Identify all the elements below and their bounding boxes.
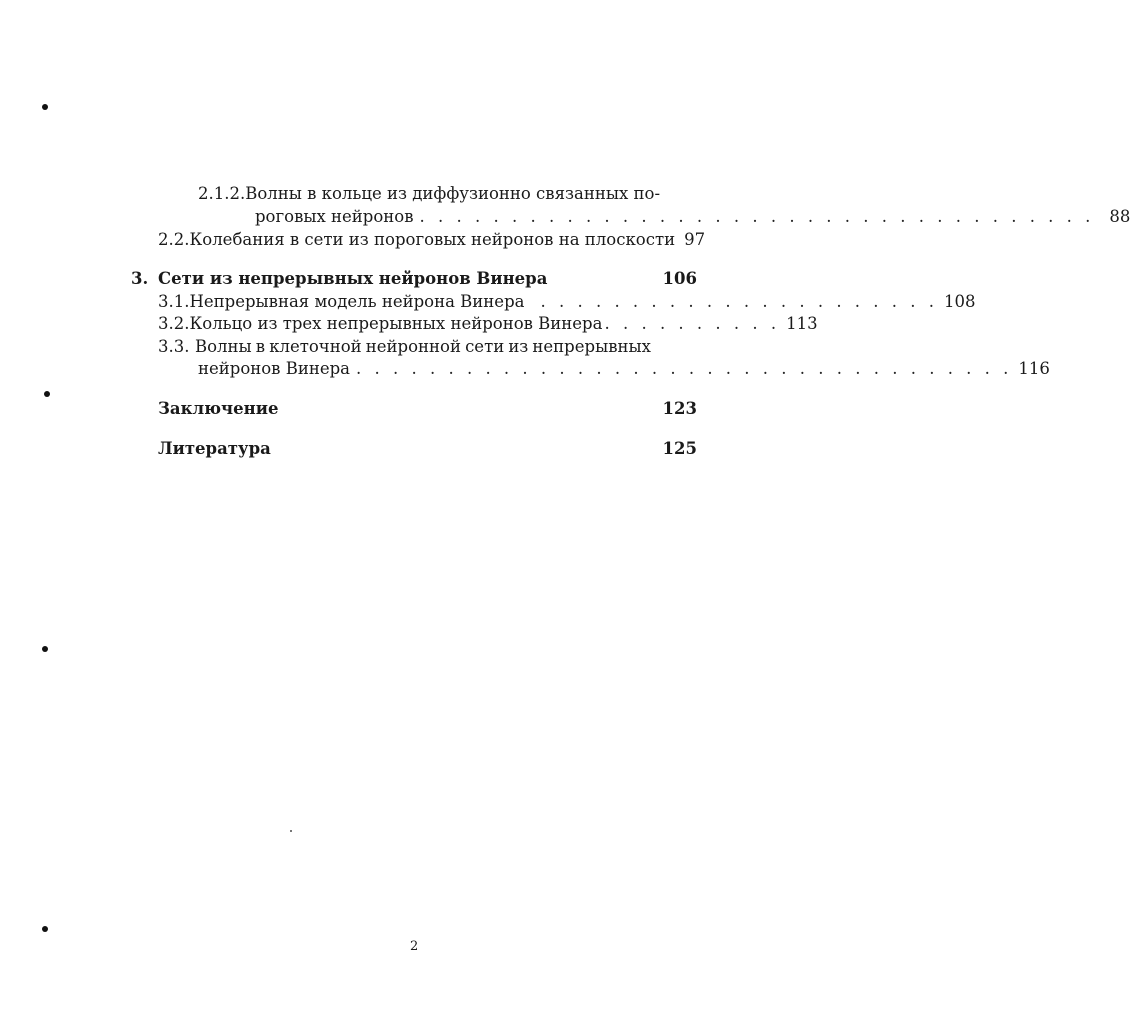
toc-entry-number: 3.3.: [158, 337, 190, 356]
toc-section-title: Заключение: [158, 399, 279, 418]
toc-entry-title: Волны в кольце из диффузионно связанных по-: [245, 184, 661, 203]
toc-chapter-number: 3.: [131, 269, 149, 288]
toc-entry-title: Непрерывная модель нейрона Винера: [189, 292, 525, 311]
toc-leader-dots: . . . . . . . . . . . . . . . . . . . . . .: [540, 292, 939, 311]
toc-entry-3-3-line2: [198, 358, 1050, 380]
toc-leader-dots: . . . . . . . . . . . . . . . . . . . . . . . . . . . . . . . . . . . .: [356, 359, 1013, 378]
toc-page-number: 106: [662, 269, 697, 288]
toc-entry-3-2: [158, 313, 818, 335]
toc-title-word: из: [508, 337, 529, 356]
toc-title-word: клеточной: [269, 337, 362, 356]
toc-entry-number: 3.2.: [158, 314, 190, 333]
toc-entry-3-3-line1: [158, 336, 651, 358]
margin-dot: [42, 104, 48, 110]
toc-title-word: непрерывных: [532, 337, 651, 356]
toc-entry-2-1-2-line2: [255, 206, 1130, 228]
toc-entry-title: [195, 336, 651, 358]
toc-entry-2-1-2-line1: [198, 183, 661, 205]
toc-page-number: 108: [944, 292, 976, 311]
margin-dot: [42, 926, 48, 932]
toc-leader-dots: . . . . . . . . . . . . . . . . . . . . . . . . . . . . . . . . . . . . .: [419, 207, 1095, 226]
toc-entry-3-1: [158, 291, 976, 313]
toc-entry-title-continued: нейронов Винера: [198, 359, 351, 378]
toc-title-word: сети: [465, 337, 505, 356]
margin-dot: [42, 646, 48, 652]
toc-title-word: в: [255, 337, 266, 356]
toc-chapter-3: [131, 268, 697, 290]
toc-conclusion: [158, 398, 697, 420]
toc-title-word: нейронной: [365, 337, 461, 356]
toc-entry-title: Колебания в сети из пороговых нейронов на плоскости: [189, 230, 676, 249]
toc-page-number: 113: [786, 314, 818, 333]
toc-entry-number: 3.1.: [158, 292, 190, 311]
toc-entry-title-continued: роговых нейронов: [255, 207, 414, 226]
margin-dot: [44, 391, 50, 397]
toc-page-number: 123: [662, 399, 697, 418]
toc-entry-2-2: [158, 229, 706, 251]
scan-speck: [290, 830, 292, 832]
toc-page-number: 97: [684, 230, 706, 249]
toc-entry-title: Кольцо из трех непрерывных нейронов Винера: [189, 314, 603, 333]
toc-leader-dots: . . . . . . . . . .: [604, 314, 781, 333]
toc-section-title: Литература: [158, 439, 271, 458]
toc-entry-number: 2.1.2.: [198, 184, 246, 203]
toc-page-number: 88: [1109, 207, 1130, 226]
toc-chapter-title: Сети из непрерывных нейронов Винера: [158, 269, 548, 288]
toc-literature: [158, 438, 697, 460]
toc-entry-number: 2.2.: [158, 230, 190, 249]
toc-title-word: Волны: [195, 337, 252, 356]
page-number: 2: [410, 939, 419, 954]
toc-page-number: 116: [1018, 359, 1050, 378]
toc-page-number: 125: [662, 439, 697, 458]
